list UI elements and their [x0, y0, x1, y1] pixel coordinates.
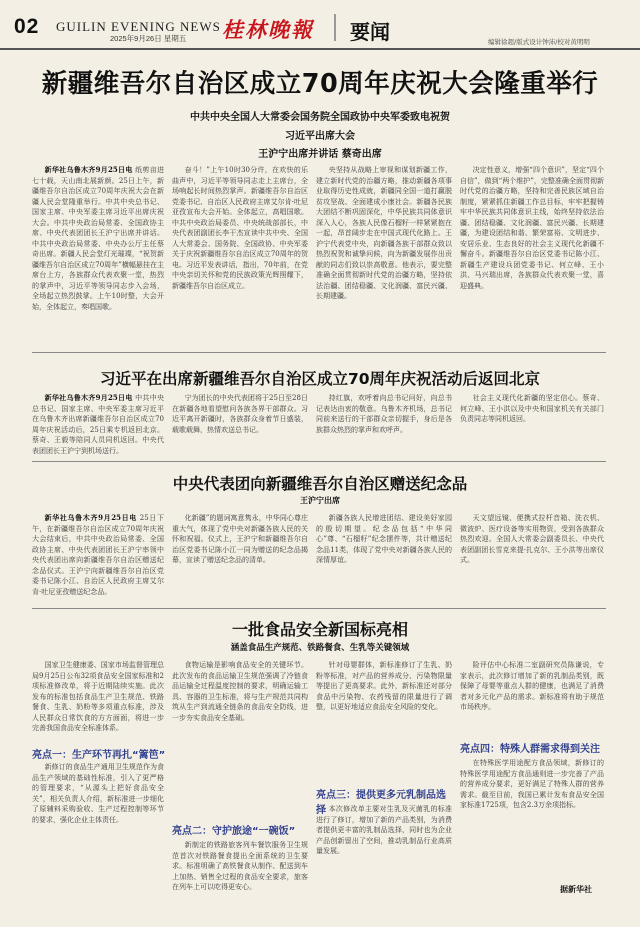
article1-col3-text: 央坚持从战略上审视和谋划新疆工作，建立新时代党的治疆方略，推动新疆各项事业取得历史性成就，新疆同全国一道打赢脱贫攻坚战、全面建成小康社会。新疆各民族大团结不断巩固深化，中华民族共同体意识深入人心，各族人民像石榴籽一样紧紧抱在一起，昂首阔步走在中国式现代化路上。王沪宁代表党中央，向新疆各族干部群众致以热烈祝贺和诚挚问候，向为新疆发展作出贡献的同志们致以崇高敬意。他表示，要完整准确全面贯彻新时代党的治疆方略，坚持依法治疆、团结稳疆、文化润疆、富民兴疆、长期建疆。 — [316, 166, 452, 300]
highlight-4-text: 亮点四：特殊人群需求得到关注 — [460, 744, 600, 755]
masthead-divider — [334, 14, 336, 41]
article4-col2b-text: 新制定的铁路旅客列车餐饮服务卫生规范首次对铁路餐食提出全面系统的卫生要求。标准明确了高铁餐食从制作、配送到车上加热、销售全过程的食品安全要求，旅客在列车上可以吃得更安心。 — [172, 841, 308, 891]
article2-col4-text: 社会主义现代化新疆的坚定信心。蔡奇、何立峰、王小洪以及中央和国家机关有关部门负责同志等同机返回。 — [460, 394, 604, 423]
article4-col4 — [460, 660, 604, 736]
issue-date: 2025年9月26日 星期五 — [110, 34, 187, 43]
highlight-heading-4 — [460, 740, 606, 755]
article4-source: 据新华社 — [560, 885, 592, 894]
article2-col4 — [460, 393, 604, 455]
article1-headline: 新疆维吾尔自治区成立70周年庆祝大会隆重举行 — [41, 69, 599, 99]
article1-col4 — [460, 165, 604, 343]
article2-col3-text: 持红旗，欢呼着向总书记问好，向总书记表达由衷的敬意。乌鲁木齐机场，总书记同前来送行的干部群众亲切握手，身后是各族群众热烈的掌声和欢呼声。 — [316, 394, 452, 434]
article1-col4-text: 决定性意义，增强“四个意识”，坚定“四个自信”，做到“两个维护”，完整准确全面贯彻新时代党的治疆方略，坚持和完善民族区域自治制度，紧紧抓住新疆工作总目标，牢牢把握铸牢中华民族共同体意识主线，始终坚持依法治疆、团结稳疆、文化润疆、富民兴疆、长期建疆，为建设团结和谐、繁荣富裕、文明进步、安居乐业、生态良好的社会主义现代化新疆不懈奋斗。新疆维吾尔自治区党委书记陈小江、新疆生产建设兵团党委书记、何立峰、王小洪、马兴瑞出席，各族群众代表欢聚一堂，喜迎盛典。 — [460, 166, 604, 290]
paper-name-en: GUILIN EVENING NEWS — [56, 19, 221, 34]
article2-col3 — [316, 393, 452, 455]
article3-col3 — [316, 513, 452, 601]
article4-subhead: 涵盖食品生产规范、铁路餐食、生乳等关键领域 — [230, 643, 410, 653]
article4-col1b-text: 新修订的食品生产通用卫生规范作为食品生产领域的基础性标准，引入了更严格的管理要求，“从源头上把好食品安全关”，相关负责人介绍，新标准进一步细化了原辅料采购验收、生产过程控制等环节的要求，强化企业主体责任。 — [32, 763, 164, 824]
article4-col2-text: 食物运输是影响食品安全的关键环节。此次发布的食品运输卫生规范强调了冷链食品运输全过程温度控制的要求，明确运输工具、容器的卫生标准，将与生产规范共同构筑从生产到流通全链条的食品安全防线，进一步夯实食品安全基础。 — [172, 661, 308, 722]
article1-col2-text: 奋斗！”上午10时30分许，在欢快的乐曲声中，习近平等领导同志走上主席台，全场响起长时间热烈掌声。新疆维吾尔自治区党委书记、自治区人民政府主席艾尔肯·吐尼亚孜宣布大会开始。全体起立，高唱国歌。中共中央政治局委员、中央统战部部长，中央代表团副团长李干杰宣读中共中央、全国人大常委会、国务院、全国政协、中央军委关于庆祝新疆维吾尔自治区成立70周年的贺电。习近平发表讲话，指出，70年前，在党中央亲切关怀和党的民族政策光辉照耀下，新疆维吾尔自治区成立。 — [172, 166, 308, 290]
highlight-2-text: 亮点二：守护旅途“一碗饭” — [172, 826, 296, 837]
article3-col2-text: 化新疆”的题词寓意隽永，中华同心尊庄重大气，体现了党中央对新疆各族人民的关怀和祝福。仪式上，王沪宁和新疆维吾尔自治区党委书记陈小江一同为赠送的纪念品揭幕，宣读了赠送纪念品的清单。 — [172, 514, 308, 564]
editor-credits: 编辑徐超/版式设计钟沛/校对黄明明 — [488, 38, 590, 46]
article4-col3b — [316, 804, 452, 916]
article2-headline: 习近平在出席新疆维吾尔自治区成立70周年庆祝活动后返回北京 — [99, 370, 541, 388]
article3-col4-text: 天文望远镜、便携式拉杆音箱、洗衣机、微波炉、医疗设备等实用物资，受到各族群众热烈欢迎。全国人大常委会副委员长、中央代表团副团长雪克来提·扎克尔、王小洪等出席仪式。 — [460, 514, 604, 564]
article4-col2b — [172, 840, 308, 916]
article4-col4b — [460, 758, 604, 878]
paper-logo: 桂林晚報 — [222, 18, 314, 42]
article4-col4-text: 险评估中心标准二室副研究员陈谦说，专家表示，此次修订增加了新的乳制品类别，既保障了母婴等重点人群的健康，也满足了消费者对多元化产品的需求。新标准将有助于规范市场秩序。 — [460, 661, 604, 711]
article4-col3 — [316, 660, 452, 768]
article4-col4b-text: 在特殊医学用途配方食品领域，新修订的特殊医学用途配方食品通则进一步完善了产品的营养成分要求，更好满足了特殊人群的营养需求。截至目前，我国已累计发布食品安全国家标准1725项，包含2.3万余项指标。 — [460, 759, 604, 809]
article4-col3b-text: 本次修改单主要对生乳及灭菌乳的标准进行了修订，增加了新的产品类别，为消费者提供更丰富的乳制品选择，同时也为企业产品创新留出了空间，推动乳制品行业高质量发展。 — [316, 805, 452, 855]
article3-col1 — [32, 513, 164, 601]
article2-col2-text: 宁为团长的中央代表团将于25日至28日在新疆各地看望慰问各族各界干部群众。习近平离开新疆时，各族群众身着节日盛装，载歌载舞，热情欢送总书记。 — [172, 394, 308, 434]
article3-col2 — [172, 513, 308, 601]
article2-dateline: 新华社乌鲁木齐9月25日电 — [44, 393, 133, 402]
article1-col1-text: 纸剪亩进七十载，天山南北展新颜。25日上午，新疆维吾尔自治区成立70周年庆祝大会在新疆人民会堂隆重举行。中共中央总书记、国家主席、中央军委主席习近平出席庆祝大会。中共中央政治局常委、全国政协主席、中央代表团团长王沪宁出席并讲话。中共中央政治局常委、中央办公厅主任蔡奇出席。新疆人民会堂灯光璀璨，“祝贺新疆维吾尔自治区成立70周年”横幅悬挂在主席台上方，各族群众代表欢聚一堂，热烈的掌声中，习近平等领导同志步入会场，全场起立热烈鼓掌。上午10时整，大会开始，全体起立，奏唱国歌。 — [32, 166, 164, 311]
highlight-1-text: 亮点一：生产环节再扎“篱笆” — [32, 750, 166, 761]
article1-col1 — [32, 165, 164, 343]
article1-dateline: 新华社乌鲁木齐9月25日电 — [44, 165, 133, 174]
highlight-heading-2 — [172, 822, 310, 837]
article2-col1 — [32, 393, 164, 455]
article2-col2 — [172, 393, 308, 455]
article4-col1b — [32, 762, 164, 914]
article4-col3-text: 针对母婴群体，新标准修订了生乳、奶粉等标准，对产品的营养成分、污染物限量等提出了更高要求。此外，新标准还对部分食品中污染物、农药残留的限量进行了调整，以更好地适应食品安全风险的变化。 — [316, 661, 452, 711]
divider-3 — [32, 608, 606, 609]
article3-col1-text: 25日下午，在新疆维吾尔自治区成立70周年庆祝大会结束后，中共中央政治局常委、全国政协主席、中央代表团团长王沪宁率领中央代表团出席向新疆维吾尔自治区赠送纪念品仪式。王沪宁向新疆维吾尔自治区党委书记陈小江、自治区人民政府主席艾尔肯·吐尼亚孜赠送纪念品。 — [32, 514, 164, 596]
highlight-3-text: 亮点三：提供更多元乳制品选择 — [316, 790, 446, 816]
page-number: 02 — [14, 15, 40, 38]
divider-2 — [32, 461, 606, 462]
article1-col2 — [172, 165, 308, 343]
article3-dateline: 新华社乌鲁木齐9月25日电 — [44, 513, 137, 522]
article3-byline: 王沪宁出席 — [300, 496, 340, 505]
article3-col3-text: 新疆各族人民增进团结、建设美好家园的殷切期望。纪念品包括“中华同心”尊、“石榴籽”纪念摆件等，共计赠送纪念品11类，体现了党中央对新疆各族人民的深情厚谊。 — [316, 514, 452, 564]
article2-col1-text: 中共中央总书记、国家主席、中央军委主席习近平在乌鲁木齐出席新疆维吾尔自治区成立70周年庆祝活动后，25日乘专机返回北京。蔡奇、王毅等陪同人员同机返回。中央代表团团长王沪宁到机场送行。 — [32, 394, 164, 455]
article4-col2 — [172, 660, 308, 818]
article4-headline: 一批食品安全新国标亮相 — [231, 620, 408, 639]
article1-subhead1: 中共中央全国人大常委会国务院全国政协中央军委致电祝贺 — [190, 112, 450, 123]
article1-subhead3: 王沪宁出席并讲话 蔡奇出席 — [258, 149, 382, 160]
article3-col4 — [460, 513, 604, 601]
article1-col3 — [316, 165, 452, 343]
masthead-rule — [0, 48, 640, 50]
article1-subhead2: 习近平出席大会 — [285, 131, 355, 142]
divider-1 — [32, 352, 606, 353]
highlight-heading-1 — [32, 746, 166, 761]
section-title: 要闻 — [350, 20, 390, 44]
article3-headline: 中央代表团向新疆维吾尔自治区赠送纪念品 — [172, 475, 468, 493]
article4-col1 — [32, 660, 164, 742]
article4-col1-text: 国家卫生健康委、国家市场监督管理总局9月25日公布32项食品安全国家标准和2项标准修改单，将于近期陆续实施。此次发布的标准包括食品生产卫生规范、铁路餐食、生乳、奶粉等多项重点标准，涉及人民群众日常饮食的方方面面，将进一步完善我国食品安全标准体系。 — [32, 661, 164, 732]
